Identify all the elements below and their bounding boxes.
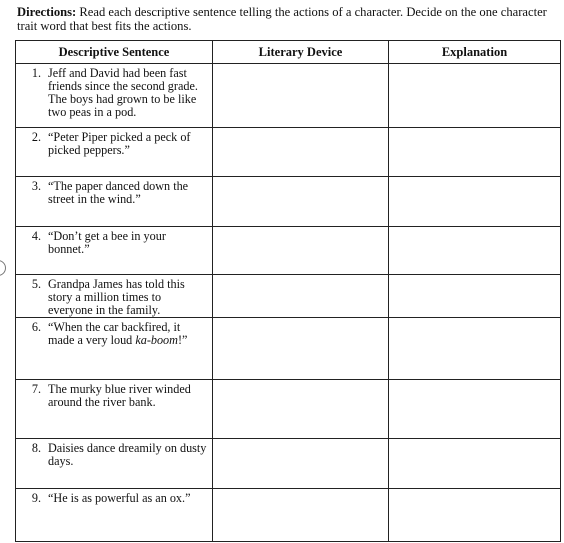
header-explanation: Explanation <box>389 41 561 64</box>
literary-device-cell[interactable] <box>213 275 389 318</box>
literary-device-cell[interactable] <box>213 318 389 380</box>
item-number: 9. <box>31 491 41 505</box>
sentence-cell <box>16 227 213 275</box>
item-number: 4. <box>31 229 41 243</box>
sentence-cell <box>16 64 213 128</box>
sentence-cell <box>16 489 213 542</box>
header-descriptive-sentence: Descriptive Sentence <box>16 41 213 64</box>
explanation-cell[interactable] <box>389 380 561 439</box>
sentence-cell <box>16 128 213 177</box>
literary-device-cell[interactable] <box>213 177 389 227</box>
explanation-cell[interactable] <box>389 128 561 177</box>
table-row <box>16 128 561 177</box>
header-row <box>16 41 561 64</box>
sentence-cell <box>16 318 213 380</box>
table-row <box>16 227 561 275</box>
literary-device-cell[interactable] <box>213 64 389 128</box>
directions-label: Directions: <box>17 5 77 19</box>
item-text: Jeff and David had been fast friends since the second grade. The boys had grown to be like two peas in a pod. <box>48 66 198 119</box>
explanation-cell[interactable] <box>389 227 561 275</box>
explanation-cell[interactable] <box>389 318 561 380</box>
item-text-part: !” <box>177 333 188 347</box>
literary-device-cell[interactable] <box>213 439 389 489</box>
item-number: 2. <box>31 130 41 144</box>
directions-text: Read each descriptive sentence telling the actions of a character. Decide on the one character trait word that best fits the actions. <box>17 5 547 33</box>
header-literary-device: Literary Device <box>213 41 389 64</box>
literary-device-cell[interactable] <box>213 380 389 439</box>
item-text: “The paper danced down the street in the wind.” <box>48 179 189 206</box>
explanation-cell[interactable] <box>389 275 561 318</box>
item-text-part: “When the car backfired, it made a very loud <box>48 320 181 347</box>
literary-device-cell[interactable] <box>213 489 389 542</box>
literary-device-cell[interactable] <box>213 227 389 275</box>
sentence-cell <box>16 439 213 489</box>
item-text: “Peter Piper picked a peck of picked peppers.” <box>48 130 191 157</box>
sentence-cell <box>16 380 213 439</box>
directions <box>17 6 557 33</box>
table-row <box>16 489 561 542</box>
item-number: 5. <box>31 277 41 291</box>
table-row <box>16 439 561 489</box>
item-text: Grandpa James has told this story a million times to everyone in the family. <box>48 277 185 317</box>
item-text-emphasis: ka-boom <box>135 333 178 347</box>
explanation-cell[interactable] <box>389 177 561 227</box>
explanation-cell[interactable] <box>389 64 561 128</box>
item-number: 8. <box>31 441 41 455</box>
sentence-cell <box>16 275 213 318</box>
literary-device-cell[interactable] <box>213 128 389 177</box>
item-number: 6. <box>31 320 41 334</box>
item-text: “He is as powerful as an ox.” <box>48 491 191 505</box>
margin-circle-marker <box>0 260 6 276</box>
item-number: 3. <box>31 179 41 193</box>
item-text: The murky blue river winded around the river bank. <box>48 382 191 409</box>
table-row <box>16 177 561 227</box>
explanation-cell[interactable] <box>389 439 561 489</box>
table-row <box>16 275 561 318</box>
item-text <box>48 321 208 347</box>
worksheet-table <box>15 40 561 542</box>
table-row <box>16 64 561 128</box>
table-row <box>16 380 561 439</box>
item-number: 7. <box>31 382 41 396</box>
item-text: “Don’t get a bee in your bonnet.” <box>48 229 166 256</box>
table-row <box>16 318 561 380</box>
item-text: Daisies dance dreamily on dusty days. <box>48 441 207 468</box>
item-number: 1. <box>31 66 41 80</box>
explanation-cell[interactable] <box>389 489 561 542</box>
sentence-cell <box>16 177 213 227</box>
